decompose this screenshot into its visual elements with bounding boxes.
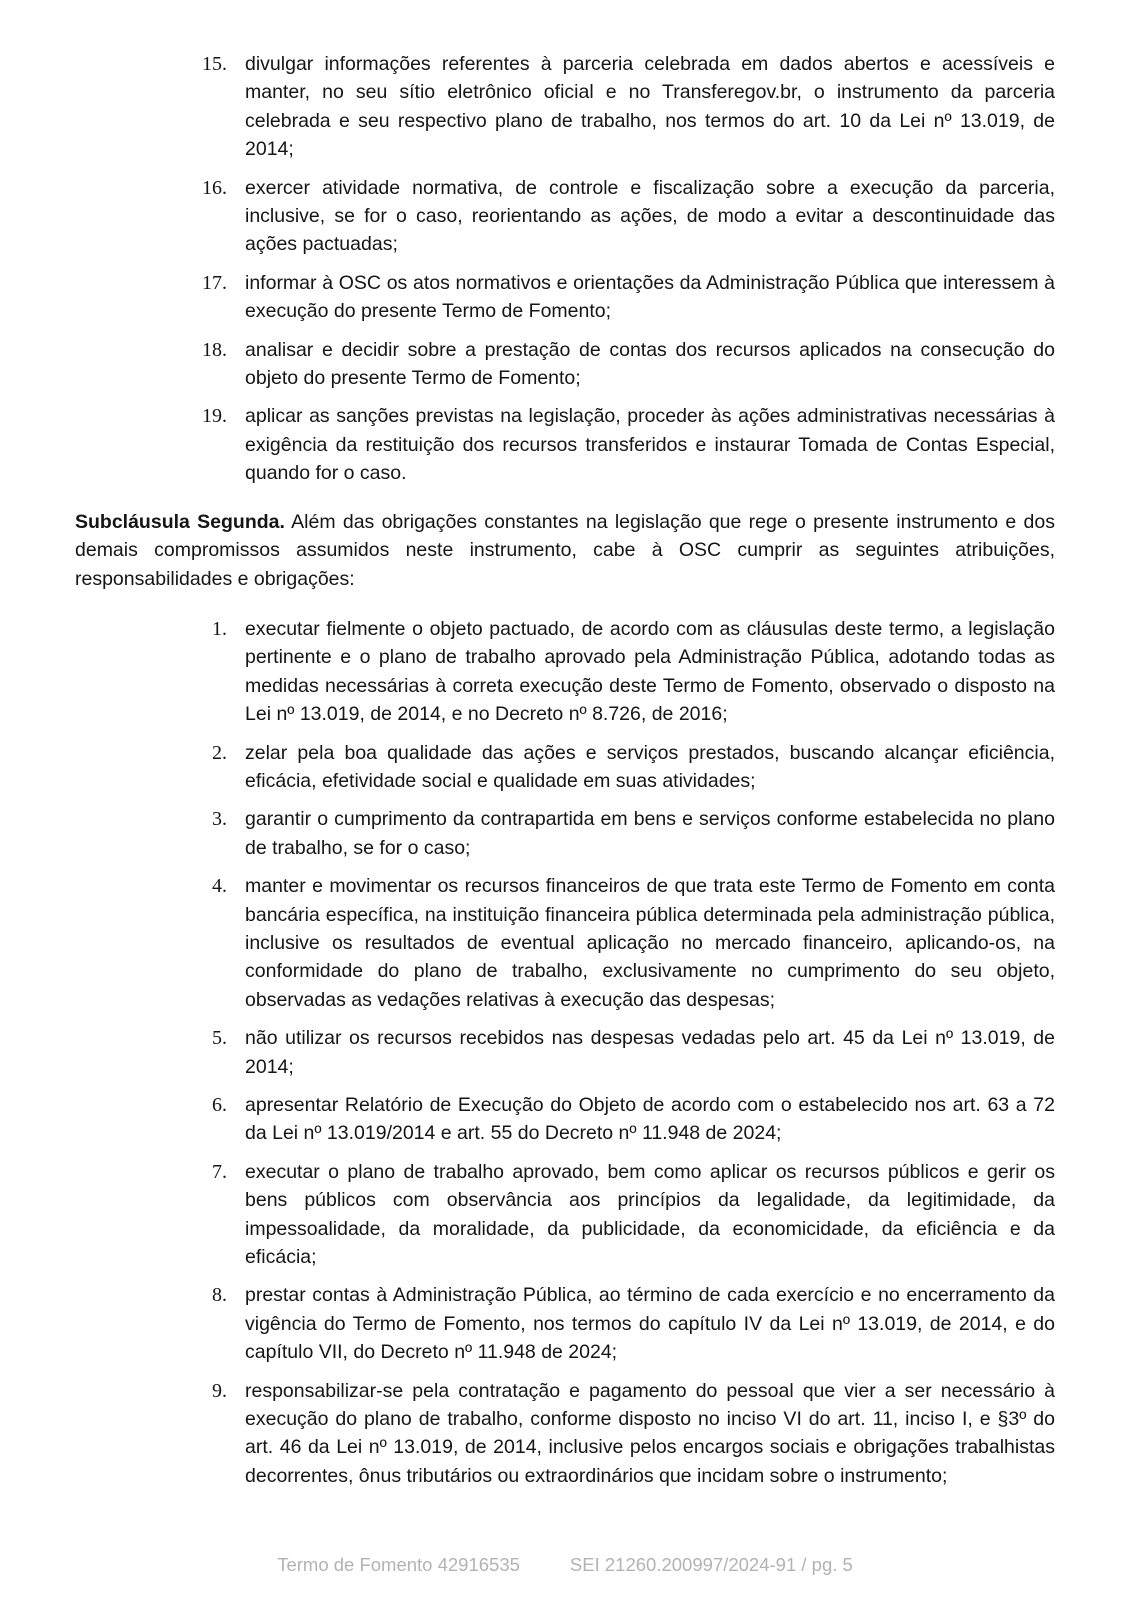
list-item-text: apresentar Relatório de Execução do Objeto de acordo com o estabelecido nos art. 63 a 72 da Lei nº 13.019/2014 e art. 55 do Decreto nº 11.948 de 2024; <box>245 1094 1055 1145</box>
list-item-number: 5. <box>212 1027 227 1050</box>
list-item-number: 1. <box>212 617 227 640</box>
list-item <box>75 615 1055 729</box>
subclause-text: Além das obrigações constantes na legislação que rege o presente instrumento e dos demais compromissos assumidos neste instrumento, cabe à OSC cumprir as seguintes atribuições, responsabilidades e obrigações: <box>75 510 1055 590</box>
list-item-number: 4. <box>212 875 227 898</box>
subclause-paragraph <box>75 508 1055 593</box>
list-item-number: 6. <box>212 1094 227 1116</box>
list-item <box>75 269 1055 326</box>
list-item-text: não utilizar os recursos recebidos nas despesas vedadas pelo art. 45 da Lei nº 13.019, de 2014; <box>245 1027 1055 1078</box>
list-item-text: prestar contas à Administração Pública, ao término de cada exercício e no encerramento da vigência do Termo de Fomento, nos termos do capítulo IV da Lei nº 13.019, de 2014, e do capítulo VII, do Decreto nº 11.948 de 2024; <box>245 1284 1055 1364</box>
list-item-text: executar fielmente o objeto pactuado, de acordo com as cláusulas deste termo, a legislação pertinente e o plano de trabalho aprovado pela Administração Pública, adotando todas as medidas necessárias à correta execução deste Termo de Fomento, observado o disposto na Lei nº 13.019, de 2014, e no Decreto nº 8.726, de 2016; <box>245 617 1055 726</box>
list-item <box>75 1377 1055 1491</box>
list-item-number: 7. <box>212 1160 227 1183</box>
list-item-number: 17. <box>202 271 227 294</box>
list-item-number: 15. <box>202 53 227 75</box>
list-item <box>75 1024 1055 1081</box>
subclause-title: Subcláusula Segunda. <box>75 510 285 533</box>
list-item <box>75 336 1055 393</box>
list-item <box>75 872 1055 1014</box>
list-item <box>75 50 1055 164</box>
list-item-number: 3. <box>212 808 227 831</box>
list-item-text: manter e movimentar os recursos financeiros de que trata este Termo de Fomento em conta bancária específica, na instituição financeira pública determinada pela administração pública, inclusive os resultados de eventual aplicação no mercado financeiro, aplicando-os, na conformidade do plano de trabalho, exclusivamente no cumprimento do seu objeto, observadas as vedações relativas à execução das despesas; <box>245 875 1055 1011</box>
list-item-text: responsabilizar-se pela contratação e pagamento do pessoal que vier a ser necessário à execução do plano de trabalho, conforme disposto no inciso VI do art. 11, inciso I, e §3º do art. 46 da Lei nº 13.019, de 2014, inclusive pelos encargos sociais e obrigações trabalhistas decorrentes, ônus tributários ou extraordinários que incidam sobre o instrumento; <box>245 1379 1055 1487</box>
list-item-text: informar à OSC os atos normativos e orientações da Administração Pública que interessem à execução do presente Termo de Fomento; <box>245 271 1055 323</box>
list-item-number: 8. <box>212 1284 227 1307</box>
page-footer <box>0 1554 1130 1576</box>
list-item <box>75 402 1055 487</box>
obligations-list-osc <box>75 615 1055 1490</box>
list-item-number: 16. <box>202 176 227 199</box>
list-item-text: aplicar as sanções previstas na legislação, proceder às ações administrativas necessárias à exigência da restituição dos recursos transferidos e instaurar Tomada de Contas Especial, quando for o caso. <box>245 405 1055 485</box>
list-item-text: executar o plano de trabalho aprovado, bem como aplicar os recursos públicos e gerir os bens públicos com observância aos princípios da legalidade, da legitimidade, da impessoalidade, da moralidade, da publicidade, da economicidade, da eficiência e da eficácia; <box>245 1160 1055 1269</box>
list-item <box>75 739 1055 796</box>
list-item-text: garantir o cumprimento da contrapartida em bens e serviços conforme estabelecida no plano de trabalho, se for o caso; <box>245 808 1055 859</box>
obligations-list-administration <box>75 50 1055 488</box>
list-item-number: 2. <box>212 741 227 764</box>
list-item <box>75 1281 1055 1366</box>
list-item-text: divulgar informações referentes à parceria celebrada em dados abertos e acessíveis e manter, no seu sítio eletrônico oficial e no Transferegov.br, o instrumento da parceria celebrada e seu respectivo plano de trabalho, nos termos do art. 10 da Lei nº 13.019, de 2014; <box>245 53 1055 161</box>
list-item-number: 9. <box>212 1379 227 1402</box>
list-item <box>75 174 1055 259</box>
list-item <box>75 1158 1055 1272</box>
list-item-number: 18. <box>202 338 227 361</box>
list-item-text: zelar pela boa qualidade das ações e serviços prestados, buscando alcançar eficiência, eficácia, efetividade social e qualidade em suas atividades; <box>245 741 1055 792</box>
list-item <box>75 1091 1055 1148</box>
footer-process-ref: SEI 21260.200997/2024-91 / pg. 5 <box>569 1554 853 1575</box>
list-item-text: analisar e decidir sobre a prestação de contas dos recursos aplicados na consecução do objeto do presente Termo de Fomento; <box>245 338 1055 390</box>
list-item-text: exercer atividade normativa, de controle e fiscalização sobre a execução da parceria, inclusive, se for o caso, reorientando as ações, de modo a evitar a descontinuidade das ações pactuadas; <box>245 176 1055 256</box>
list-item-number: 19. <box>202 405 227 428</box>
list-item <box>75 805 1055 862</box>
footer-document-ref: Termo de Fomento 42916535 <box>277 1554 520 1575</box>
